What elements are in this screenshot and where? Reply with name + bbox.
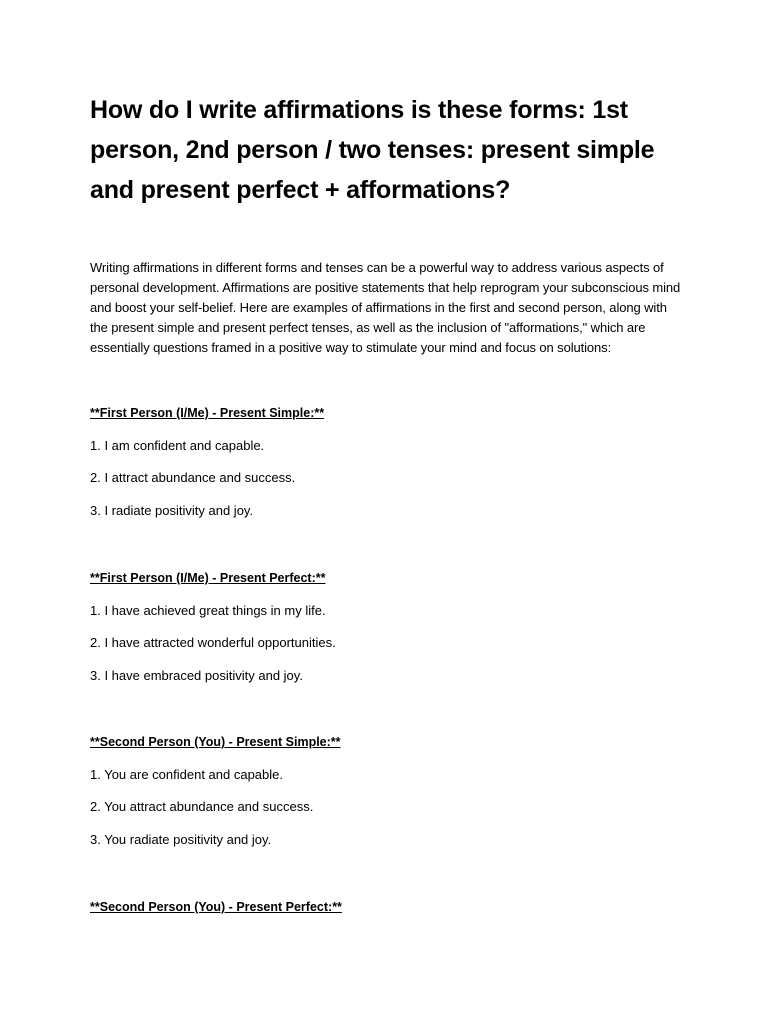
section-heading: **First Person (I/Me) - Present Simple:** [90, 406, 325, 420]
list-item: 3. I radiate positivity and joy. [90, 503, 254, 518]
list-item: 3. You radiate positivity and joy. [90, 832, 272, 847]
document-title: How do I write affirmations is these forms: 1st person, 2nd person / two tenses: present simple and present perfect + afformations? [90, 96, 655, 204]
list-item: 2. I attract abundance and success. [90, 470, 296, 485]
list-item: 3. I have embraced positivity and joy. [90, 668, 303, 683]
section-first-person-present-simple [90, 405, 690, 518]
list-item: 1. I am confident and capable. [90, 438, 265, 453]
list-item: 1. I have achieved great things in my life. [90, 603, 326, 618]
section-second-person-present-simple [90, 734, 690, 847]
section-second-person-present-perfect [90, 899, 690, 915]
section-heading: **First Person (I/Me) - Present Perfect:** [90, 571, 326, 585]
section-first-person-present-perfect [90, 570, 690, 683]
section-heading: **Second Person (You) - Present Perfect:** [90, 900, 342, 914]
list-item: 2. You attract abundance and success. [90, 799, 314, 814]
list-item: 2. I have attracted wonderful opportunities. [90, 635, 336, 650]
list-item: 1. You are confident and capable. [90, 767, 283, 782]
section-heading: **Second Person (You) - Present Simple:** [90, 735, 341, 749]
intro-paragraph: Writing affirmations in different forms and tenses can be a powerful way to address various aspects of personal development. Affirmations are positive statements that help reprogram your subconscious mind and boost your self-belief. Here are examples of affirmations in the first and second person, along with the present simple and present perfect tenses, as well as the inclusion of "afformations," which are essentially questions framed in a positive way to stimulate your mind and focus on solutions: [90, 260, 681, 355]
